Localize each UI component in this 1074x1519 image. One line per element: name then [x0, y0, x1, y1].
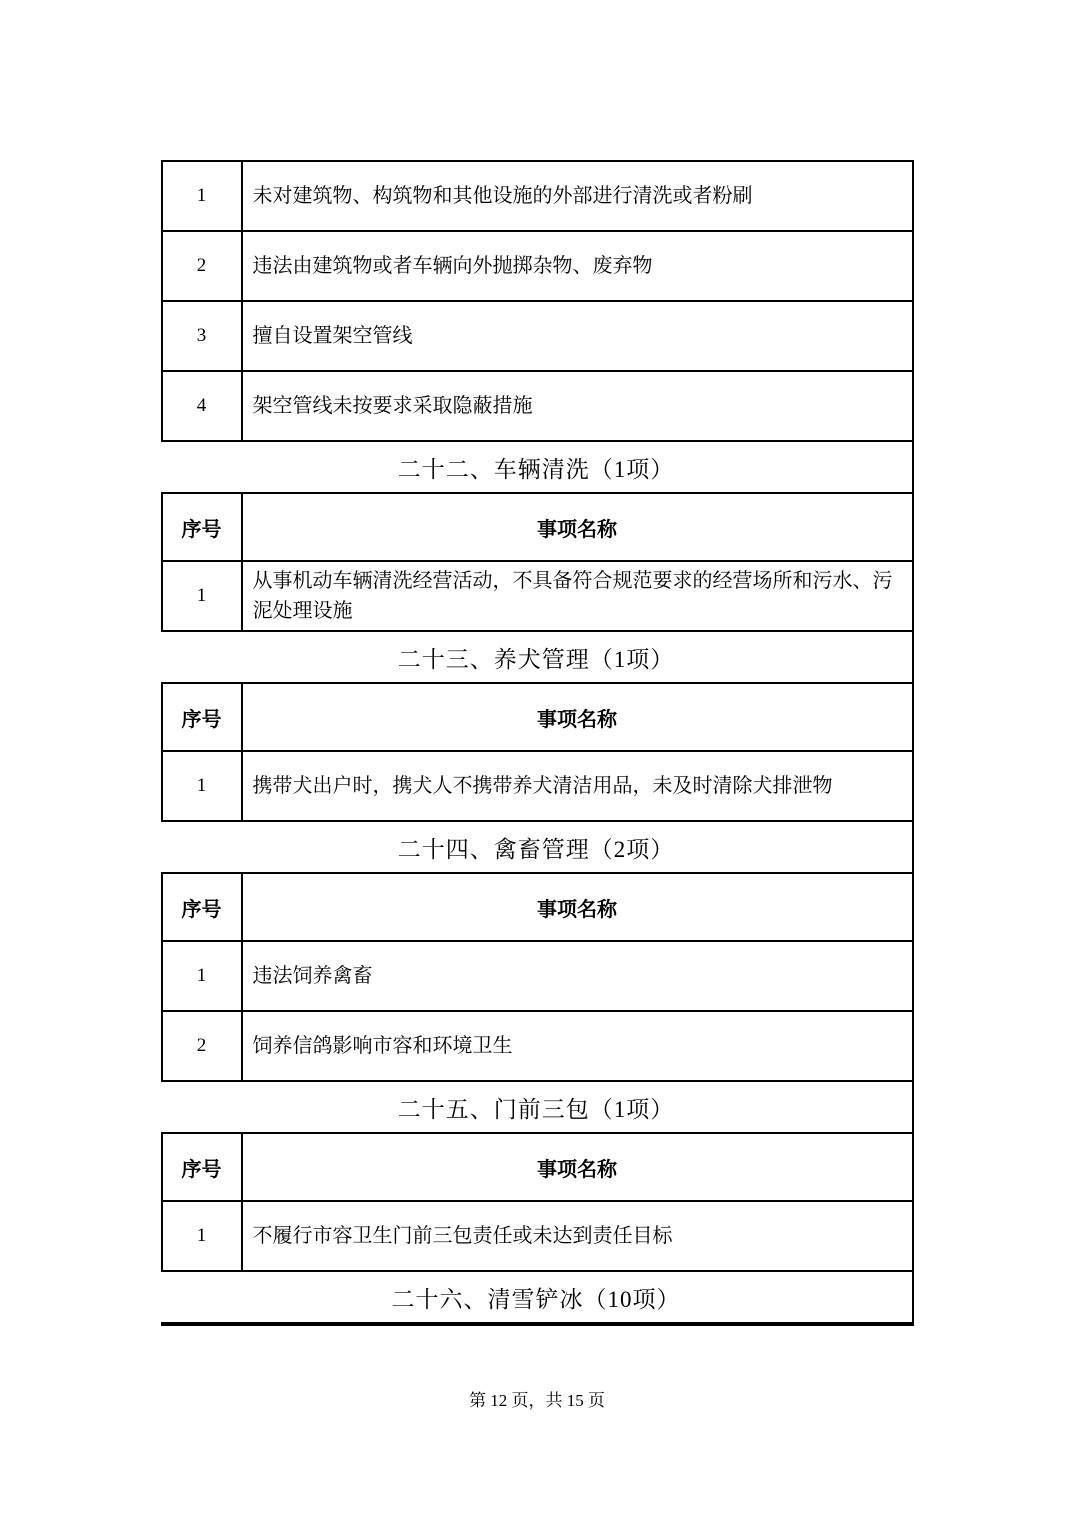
table-row: [162, 161, 913, 231]
page-content: [161, 0, 914, 1326]
table-header-row: [162, 493, 913, 561]
row-number-cell: 2: [162, 1011, 242, 1081]
section-title-storefront-responsibility: 二十五、门前三包（1项）: [161, 1082, 914, 1132]
next-table-top-border: [161, 1322, 914, 1326]
row-number-cell: 4: [162, 371, 242, 441]
column-header-name: 事项名称: [242, 493, 913, 561]
section-title-vehicle-washing: 二十二、车辆清洗（1项）: [161, 442, 914, 492]
item-name-cell: 饲养信鸽影响市容和环境卫生: [242, 1011, 913, 1081]
section-title-snow-clearing: 二十六、清雪铲冰（10项）: [161, 1272, 914, 1322]
row-number-cell: 1: [162, 1201, 242, 1271]
column-header-name: 事项名称: [242, 1133, 913, 1201]
table-row: [162, 301, 913, 371]
item-name-cell: 违法由建筑物或者车辆向外抛掷杂物、废弃物: [242, 231, 913, 301]
page-footer: 第 12 页，共 15 页: [469, 1391, 605, 1410]
row-number-cell: 2: [162, 231, 242, 301]
table-row: [162, 1011, 913, 1081]
row-number-cell: 3: [162, 301, 242, 371]
row-number-cell: 1: [162, 161, 242, 231]
item-name-cell: 不履行市容卫生门前三包责任或未达到责任目标: [242, 1201, 913, 1271]
table-row: [162, 1201, 913, 1271]
table-header-row: [162, 1133, 913, 1201]
section-title-dog-management: 二十三、养犬管理（1项）: [161, 632, 914, 682]
row-number-cell: 1: [162, 751, 242, 821]
table-row: [162, 231, 913, 301]
column-header-seq: 序号: [162, 683, 242, 751]
continuation-table: [161, 160, 914, 442]
table-row: [162, 941, 913, 1011]
column-header-seq: 序号: [162, 1133, 242, 1201]
row-number-cell: 1: [162, 561, 242, 631]
table-row: [162, 561, 913, 631]
section-title-livestock-management: 二十四、禽畜管理（2项）: [161, 822, 914, 872]
row-number-cell: 1: [162, 941, 242, 1011]
table-header-row: [162, 873, 913, 941]
table-header-row: [162, 683, 913, 751]
column-header-name: 事项名称: [242, 683, 913, 751]
item-name-cell: 违法饲养禽畜: [242, 941, 913, 1011]
table-row: [162, 751, 913, 821]
section-table-dog-management: [161, 682, 914, 822]
item-name-cell: 擅自设置架空管线: [242, 301, 913, 371]
section-table-livestock-management: [161, 872, 914, 1082]
column-header-seq: 序号: [162, 493, 242, 561]
section-table-vehicle-washing: [161, 492, 914, 632]
table-row: [162, 371, 913, 441]
item-name-cell: 从事机动车辆清洗经营活动，不具备符合规范要求的经营场所和污水、污泥处理设施: [242, 561, 913, 631]
item-name-cell: 未对建筑物、构筑物和其他设施的外部进行清洗或者粉刷: [242, 161, 913, 231]
item-name-cell: 架空管线未按要求采取隐蔽措施: [242, 371, 913, 441]
item-name-cell: 携带犬出户时，携犬人不携带养犬清洁用品，未及时清除犬排泄物: [242, 751, 913, 821]
column-header-seq: 序号: [162, 873, 242, 941]
section-table-storefront-responsibility: [161, 1132, 914, 1272]
column-header-name: 事项名称: [242, 873, 913, 941]
